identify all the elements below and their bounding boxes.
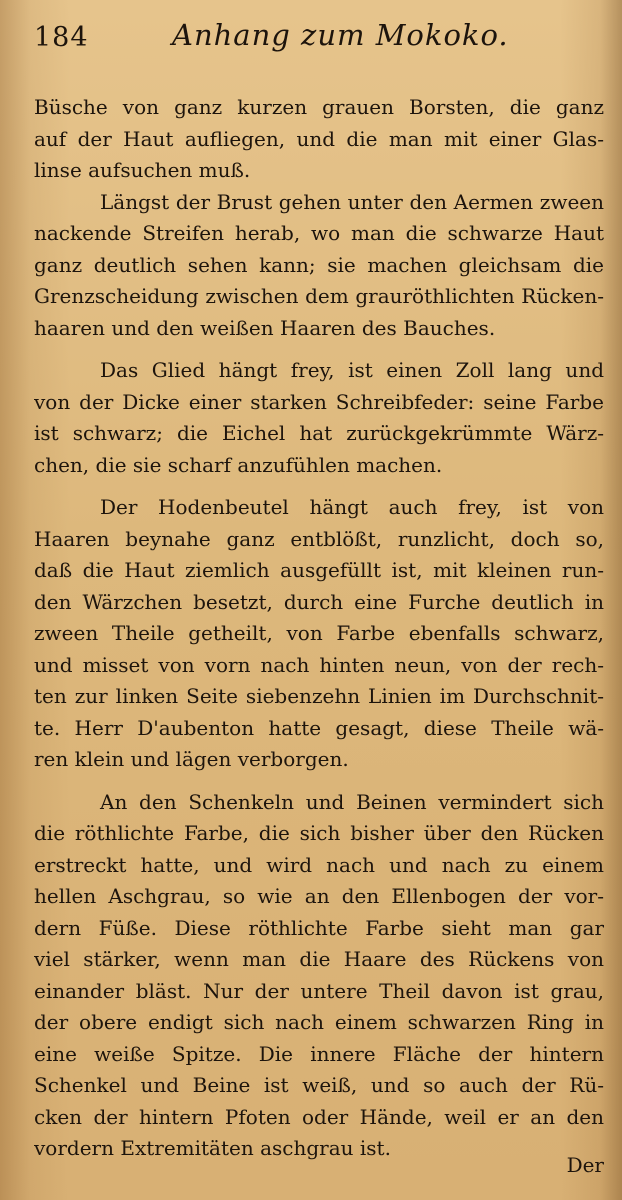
text-line: ganz deutlich sehen kann; sie machen gleichsam die [34, 252, 604, 277]
paragraph [34, 355, 604, 481]
text-line: dern Füße. Diese röthlichte Farbe sieht man gar [34, 915, 604, 940]
paragraph [34, 92, 604, 187]
paragraph [34, 787, 604, 1165]
text-line: vordern Extremitäten aschgrau ist. [34, 1136, 391, 1160]
text-line: linse aufsuchen muß. [34, 158, 251, 182]
text-line: zween Theile getheilt, von Farbe ebenfalls schwarz, [34, 621, 604, 645]
text-line: cken der hintern Pfoten oder Hände, weil er an den [34, 1104, 604, 1129]
text-line: nackende Streifen herab, wo man die schwarze Haut [34, 221, 604, 245]
text-line: den Wärzchen besetzt, durch eine Furche deutlich in [34, 589, 604, 614]
text-line: Längst der Brust gehen unter den Aermen zween [100, 189, 604, 214]
text-line: Schenkel und Beine ist weiß, und so auch der Rü- [34, 1073, 604, 1097]
text-line: erstreckt hatte, und wird nach und nach zu einem [34, 852, 604, 877]
text-line: einander bläst. Nur der untere Theil davon ist grau, [34, 978, 604, 1003]
text-line: haaren und den weißen Haaren des Bauches. [34, 315, 496, 340]
text-line: te. Herr D'aubenton hatte gesagt, diese Theile wä- [34, 715, 604, 740]
text-line: eine weiße Spitze. Die innere Fläche der hintern [34, 1041, 604, 1066]
text-line: Der Hodenbeutel hängt auch frey, ist von [100, 495, 604, 519]
text-line: Haaren beynahe ganz entblößt, runzlicht, doch so, [34, 526, 604, 551]
text-line: chen, die sie scharf anzufühlen machen. [34, 452, 443, 477]
text-line: hellen Aschgrau, so wie an den Ellenbogen der vor- [34, 884, 604, 908]
text-line: von der Dicke einer starken Schreibfeder: seine Farbe [34, 389, 604, 414]
page-number: 184 [34, 22, 89, 53]
text-line: ten zur linken Seite siebenzehn Linien im Durchschnit- [34, 684, 604, 708]
running-title: Anhang zum Mokoko. [172, 18, 509, 52]
paragraph [34, 187, 604, 345]
text-line: viel stärker, wenn man die Haare des Rückens von [34, 947, 604, 971]
text-line: ist schwarz; die Eichel hat zurückgekrümmte Wärz- [34, 421, 604, 445]
catchword: Der [566, 1153, 604, 1177]
text-line: Büsche von ganz kurzen grauen Borsten, die ganz [34, 95, 604, 119]
body-text [34, 92, 604, 1165]
text-line: der obere endigt sich nach einem schwarzen Ring in [34, 1010, 604, 1034]
text-line: An den Schenkeln und Beinen vermindert sich [100, 789, 604, 814]
text-line: ren klein und lägen verborgen. [34, 747, 349, 771]
text-line: und misset von vorn nach hinten neun, von der rech- [34, 652, 604, 677]
text-line: auf der Haut aufliegen, und die man mit einer Glas- [34, 126, 604, 151]
text-line: daß die Haut ziemlich ausgefüllt ist, mit kleinen run- [34, 558, 604, 582]
text-line: Das Glied hängt frey, ist einen Zoll lang und [100, 358, 604, 382]
paragraph [34, 492, 604, 776]
text-line: Grenzscheidung zwischen dem grauröthlichten Rücken- [34, 284, 604, 308]
text-line: die röthlichte Farbe, die sich bisher über den Rücken [34, 821, 604, 845]
running-head [34, 18, 604, 54]
